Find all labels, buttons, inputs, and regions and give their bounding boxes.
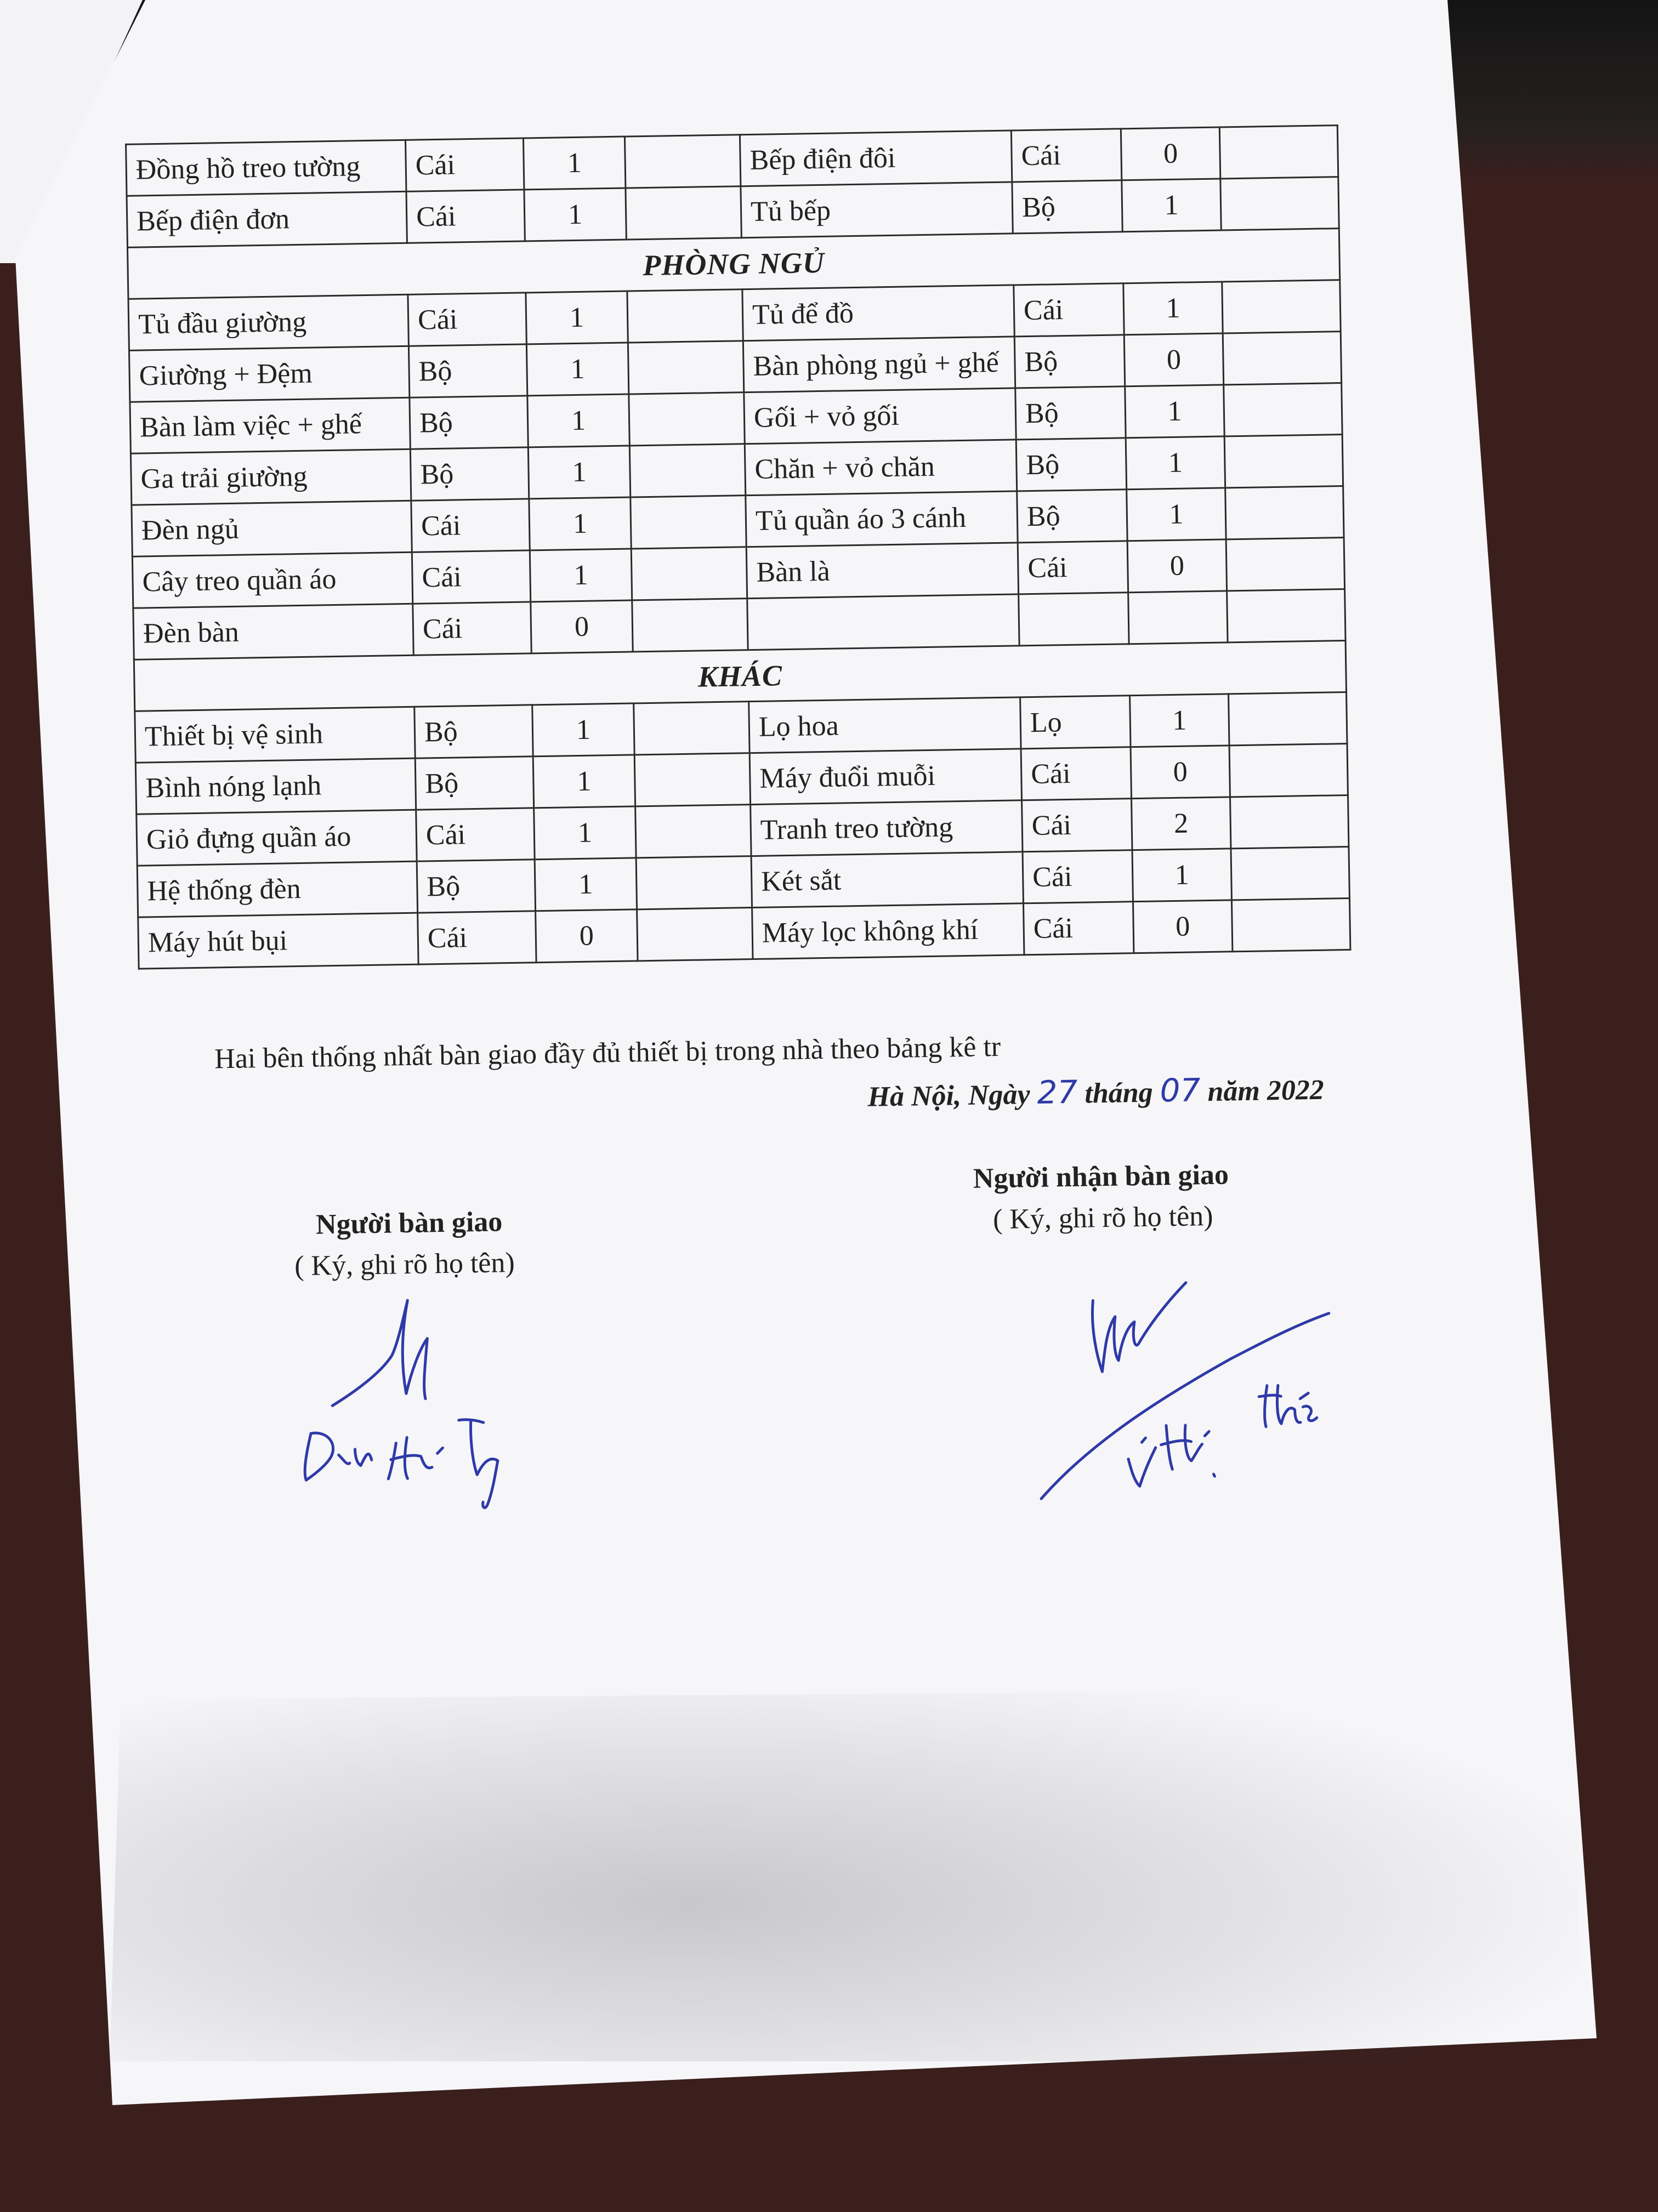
unit-cell: Bộ (1016, 438, 1126, 491)
item-name-cell: Bếp điện đơn (127, 191, 407, 247)
item-name-cell: Máy hút bụi (138, 913, 418, 969)
unit-cell: Cái (1024, 902, 1134, 955)
note-cell (1219, 126, 1338, 179)
item-name-cell (747, 594, 1019, 650)
quantity-cell (1128, 591, 1228, 644)
item-name-cell: Tủ đầu giường (128, 294, 408, 350)
note-cell (634, 702, 749, 755)
quantity-cell: 1 (524, 188, 626, 241)
note-cell (629, 444, 745, 497)
unit-cell: Cái (1021, 747, 1131, 800)
item-name-cell: Gối + vỏ gối (744, 388, 1016, 444)
item-name-cell: Máy đuổi muỗi (749, 749, 1021, 805)
quantity-cell: 0 (536, 909, 638, 963)
quantity-cell: 1 (526, 343, 628, 396)
quantity-cell: 0 (1131, 746, 1230, 799)
item-name-cell: Giường + Đệm (129, 346, 409, 402)
unit-cell: Cái (416, 808, 535, 861)
quantity-cell: 1 (529, 497, 631, 550)
unit-cell: Cái (408, 293, 526, 346)
date-month-label: tháng (1077, 1077, 1161, 1110)
giver-title: Người bàn giao (315, 1206, 503, 1241)
unit-cell: Bộ (417, 860, 535, 913)
unit-cell: Cái (406, 190, 525, 243)
note-cell (632, 599, 748, 652)
quantity-cell: 0 (1133, 900, 1232, 953)
note-cell (631, 496, 746, 549)
item-name-cell: Tủ quần áo 3 cánh (746, 491, 1018, 547)
unit-cell: Cái (1022, 799, 1132, 852)
unit-cell: Cái (1018, 541, 1128, 594)
item-name-cell: Bình nóng lạnh (135, 758, 416, 814)
quantity-cell: 1 (1125, 385, 1224, 438)
item-name-cell: Giỏ đựng quần áo (137, 810, 417, 866)
note-cell (1229, 692, 1347, 746)
quantity-cell: 1 (533, 755, 635, 808)
unit-cell: Cái (412, 550, 530, 604)
note-cell (1220, 177, 1339, 230)
unit-cell: Bộ (414, 705, 533, 758)
item-name-cell: Ga trải giường (130, 449, 411, 505)
note-cell (1231, 846, 1349, 900)
note-cell (1223, 332, 1341, 385)
unit-cell: Cái (405, 138, 524, 191)
note-cell (637, 908, 753, 961)
unit-cell: Bộ (1017, 490, 1127, 543)
item-name-cell: Bàn làm việc + ghế (130, 397, 410, 453)
unit-cell: Bộ (1012, 180, 1122, 234)
item-name-cell: Bếp điện đôi (740, 130, 1012, 186)
note-cell (626, 186, 741, 240)
unit-cell: Bộ (415, 757, 533, 810)
item-name-cell: Két sắt (751, 852, 1023, 908)
quantity-cell: 1 (526, 291, 628, 344)
note-cell (629, 393, 745, 446)
item-name-cell: Hệ thống đèn (137, 861, 417, 917)
quantity-cell: 1 (528, 446, 630, 499)
item-name-cell: Tủ bếp (741, 182, 1013, 238)
date-line (867, 1070, 1324, 1114)
note-cell (1231, 898, 1350, 951)
giver-signature (276, 1288, 532, 1522)
quantity-cell: 0 (1121, 127, 1220, 180)
unit-cell: Bộ (1015, 386, 1126, 440)
receiver-subtitle: ( Ký, ghi rõ họ tên) (992, 1200, 1213, 1236)
item-name-cell: Đèn ngủ (132, 501, 412, 556)
inventory-table-body (126, 126, 1350, 969)
item-name-cell: Bàn phòng ngủ + ghế (743, 337, 1015, 393)
note-cell (634, 753, 750, 806)
item-name-cell: Máy lọc không khí (752, 903, 1024, 959)
section-title: PHÒNG NGỦ (128, 229, 1340, 299)
item-name-cell: Cây treo quần áo (132, 552, 412, 608)
date-year-label: năm 2022 (1200, 1074, 1325, 1108)
unit-cell: Cái (1014, 283, 1124, 337)
quantity-cell: 1 (1123, 282, 1223, 335)
date-day-handwritten: 27 (1036, 1073, 1078, 1111)
unit-cell: Bộ (410, 447, 529, 501)
note-cell (1225, 486, 1344, 539)
quantity-cell: 1 (1122, 179, 1221, 232)
item-name-cell: Lọ hoa (749, 697, 1021, 753)
item-name-cell: Bàn là (746, 543, 1018, 599)
item-name-cell: Đồng hồ treo tường (126, 140, 406, 196)
quantity-cell: 1 (530, 549, 632, 602)
note-cell (636, 856, 752, 909)
unit-cell: Bộ (408, 344, 527, 397)
quantity-cell: 1 (523, 137, 625, 190)
quantity-cell: 1 (535, 858, 637, 911)
quantity-cell: 0 (531, 600, 633, 653)
giver-subtitle: ( Ký, ghi rõ họ tên) (294, 1247, 515, 1282)
unit-cell: Bộ (410, 396, 528, 449)
section-title: KHÁC (134, 641, 1346, 712)
unit-cell: Cái (413, 602, 531, 655)
quantity-cell: 1 (534, 806, 636, 860)
note-cell (1224, 435, 1343, 488)
quantity-cell: 1 (1130, 694, 1229, 747)
quantity-cell: 1 (527, 394, 629, 447)
note-cell (624, 135, 740, 188)
inventory-table (125, 124, 1351, 970)
unit-cell: Cái (1011, 129, 1121, 182)
note-cell (1226, 538, 1344, 591)
note-cell (1224, 383, 1342, 436)
note-cell (635, 805, 751, 858)
quantity-cell: 1 (532, 703, 634, 757)
note-cell (1230, 795, 1349, 848)
note-cell (1222, 280, 1341, 333)
note-cell (1229, 743, 1348, 797)
item-name-cell: Đèn bàn (133, 604, 413, 659)
item-name-cell: Tủ để đồ (742, 285, 1014, 341)
date-month-handwritten: 07 (1160, 1071, 1201, 1110)
quantity-cell: 1 (1132, 849, 1231, 902)
item-name-cell: Thiết bị vệ sinh (135, 707, 415, 763)
date-prefix: Hà Nội, Ngày (867, 1078, 1038, 1113)
quantity-cell: 0 (1127, 539, 1227, 593)
agreement-text: Hai bên thống nhất bàn giao đầy đủ thiết bị trong nhà theo bảng kê tr (214, 1031, 1001, 1075)
quantity-cell: 1 (1127, 488, 1226, 541)
receiver-title: Người nhận bàn giao (973, 1159, 1229, 1195)
unit-cell (1019, 593, 1129, 646)
unit-cell: Bộ (1014, 335, 1125, 388)
unit-cell: Lọ (1020, 696, 1131, 749)
note-cell (1227, 589, 1345, 642)
note-cell (628, 341, 743, 394)
quantity-cell: 0 (1124, 333, 1223, 386)
unit-cell: Cái (418, 911, 536, 964)
quantity-cell: 1 (1126, 436, 1225, 490)
note-cell (631, 547, 747, 600)
receiver-signature (1021, 1258, 1354, 1515)
unit-cell: Cái (1023, 850, 1133, 903)
item-name-cell: Chăn + vỏ chăn (745, 440, 1017, 496)
unit-cell: Cái (411, 499, 530, 552)
quantity-cell: 2 (1132, 797, 1231, 850)
item-name-cell: Tranh treo tường (751, 800, 1023, 856)
note-cell (627, 289, 743, 343)
